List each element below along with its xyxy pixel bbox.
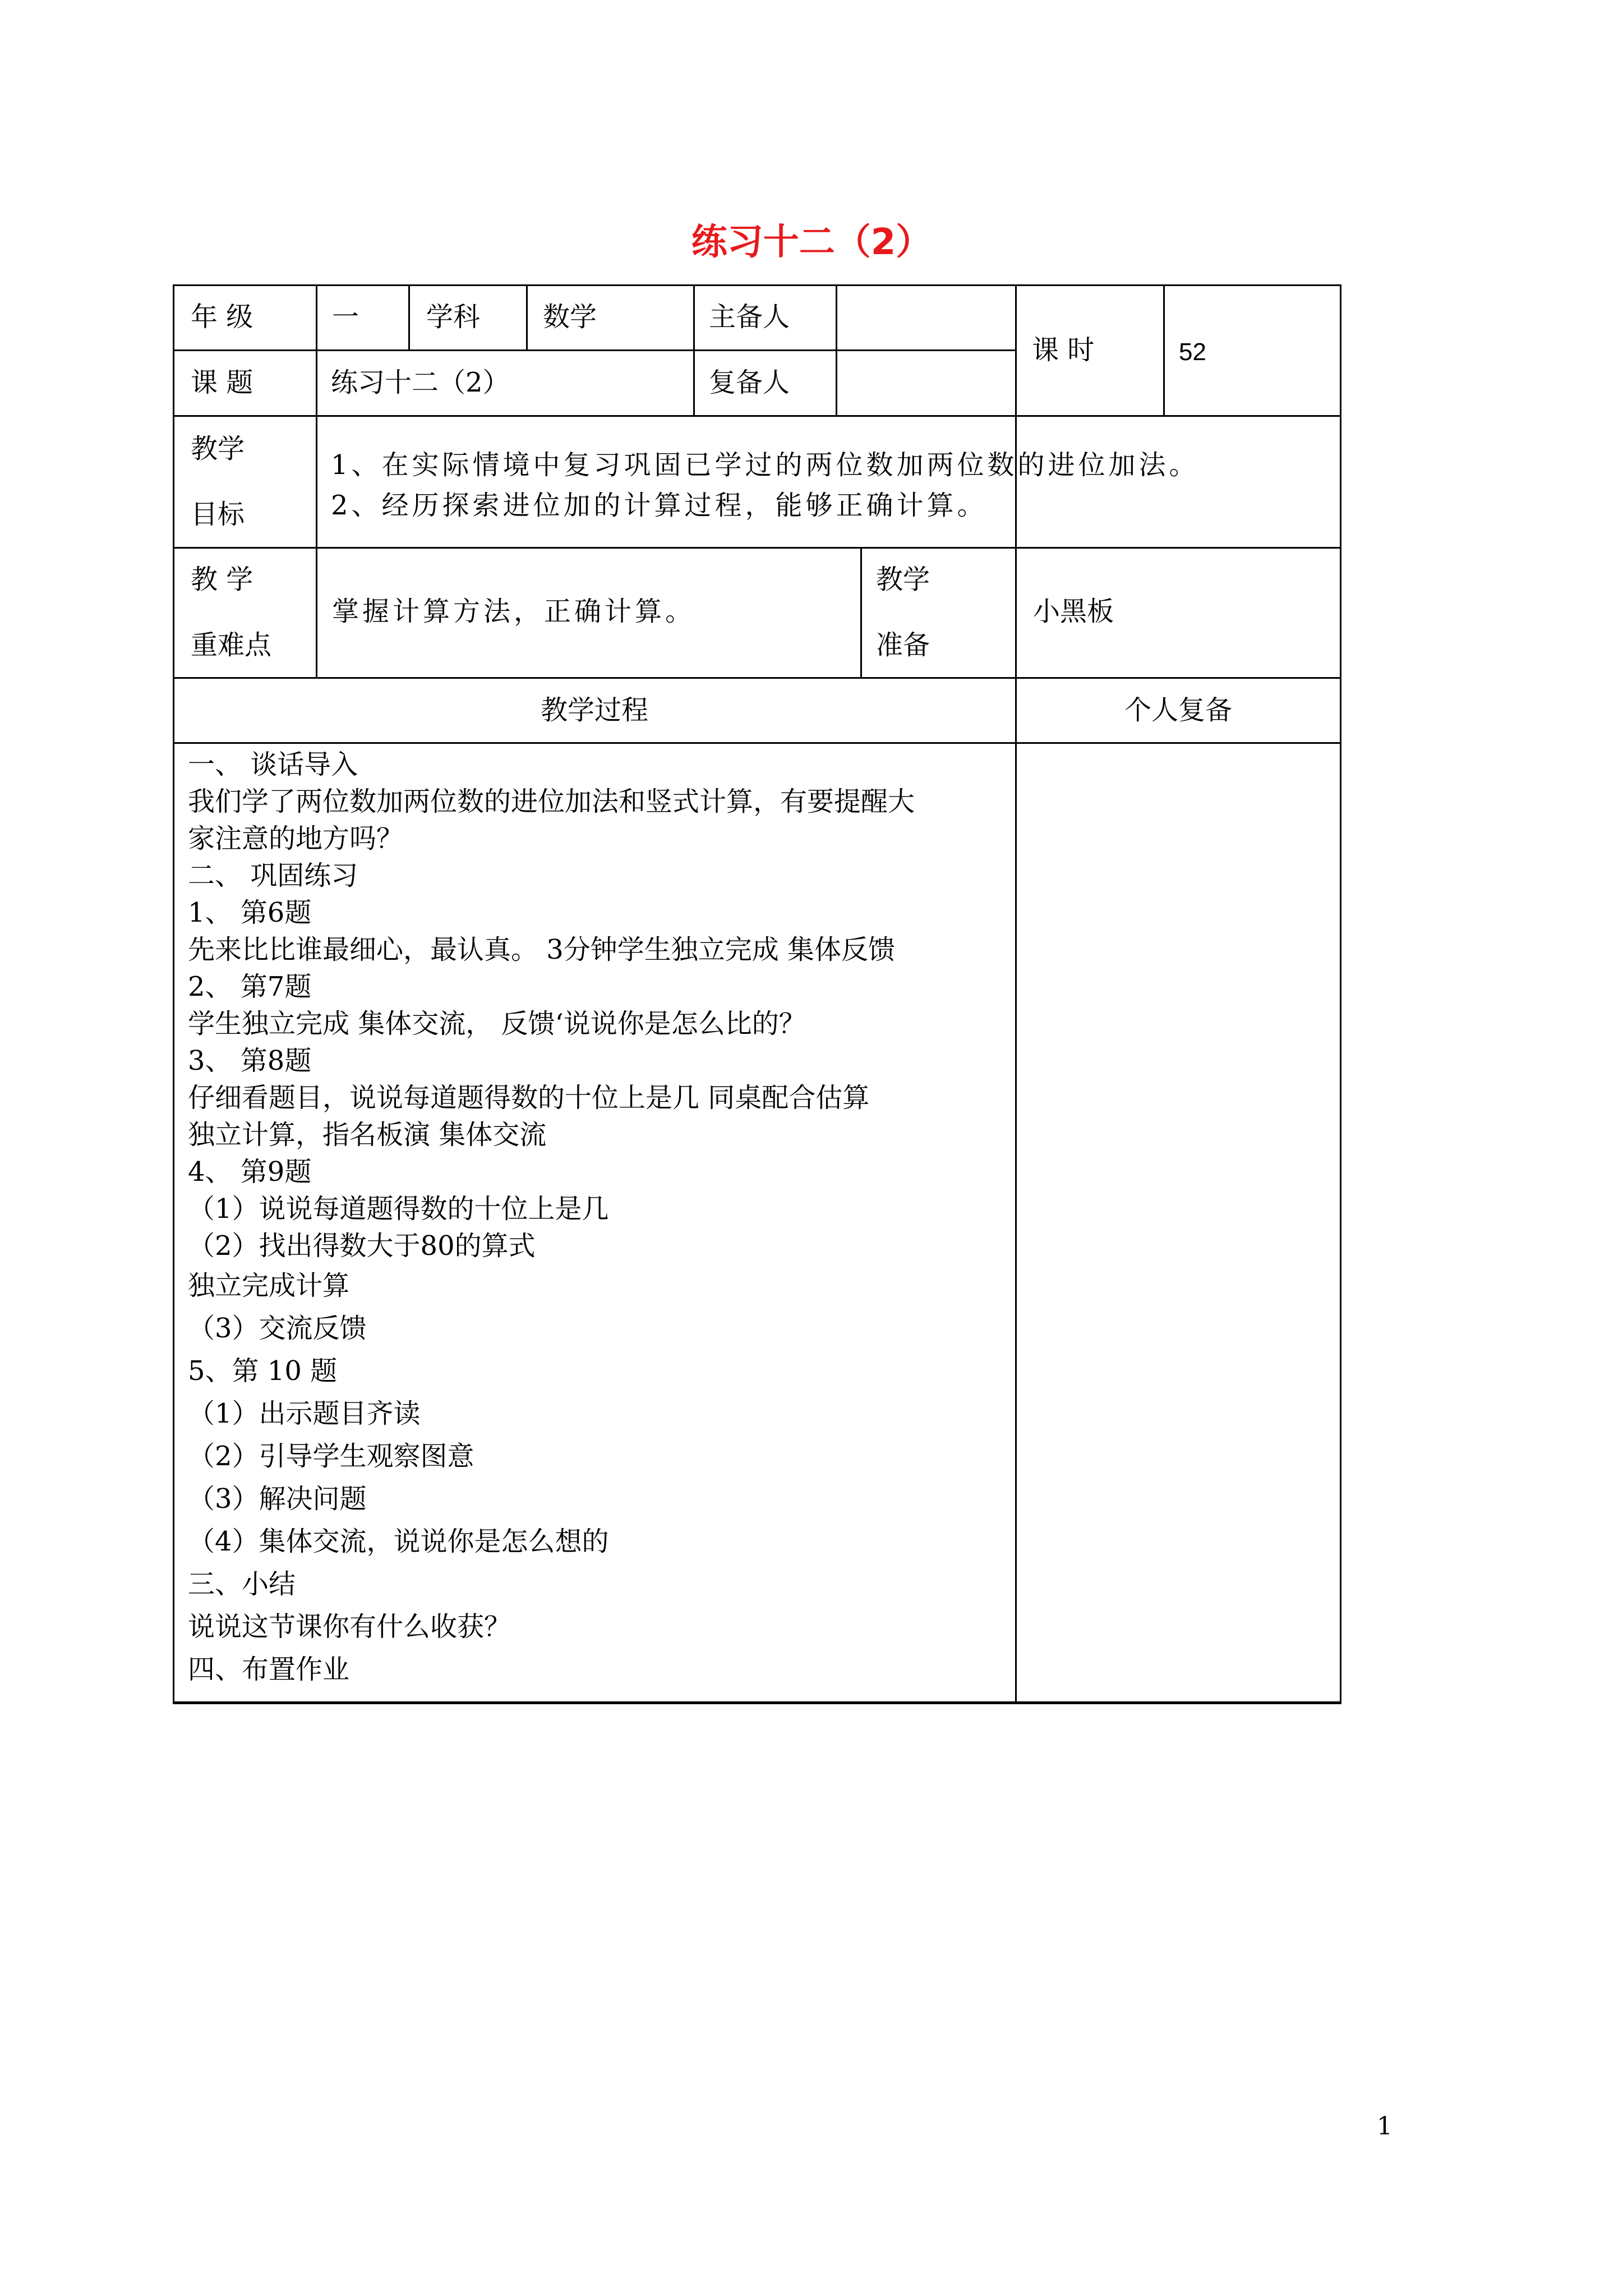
keypoints-label-line1: 教 学 bbox=[191, 564, 253, 595]
process-line: （2）引导学生观察图意 bbox=[188, 1441, 474, 1472]
topic-value: 练习十二（2） bbox=[331, 367, 510, 398]
table-divider bbox=[836, 284, 837, 416]
co-preparer-label: 复备人 bbox=[709, 367, 790, 398]
table-divider bbox=[173, 677, 1341, 679]
goal-item: 2、经历探索进位加的计算过程，能够正确计算。 bbox=[331, 490, 988, 521]
process-line: 二、 巩固练习 bbox=[188, 860, 358, 891]
process-line: （3）解决问题 bbox=[188, 1483, 367, 1515]
process-line: 4、 第9题 bbox=[188, 1156, 312, 1188]
table-divider bbox=[173, 547, 1341, 549]
page-title: 练习十二（2） bbox=[691, 222, 932, 263]
table-divider bbox=[173, 742, 1341, 744]
subject-value: 数学 bbox=[543, 301, 597, 333]
process-line: 四、布置作业 bbox=[188, 1654, 350, 1685]
table-divider bbox=[1163, 284, 1165, 416]
grade-value: 一 bbox=[332, 301, 359, 333]
table-border-top bbox=[173, 284, 1341, 286]
grade-label: 年 级 bbox=[191, 301, 253, 333]
table-divider bbox=[408, 284, 410, 351]
process-line: （1）说说每道题得数的十位上是几 bbox=[188, 1193, 609, 1225]
personal-review-header: 个人复备 bbox=[1124, 694, 1232, 726]
prep-value: 小黑板 bbox=[1033, 596, 1114, 627]
lesson-time-label: 课 时 bbox=[1032, 334, 1095, 366]
goals-label-line1: 教学 bbox=[191, 433, 245, 464]
process-line: 1、 第6题 bbox=[188, 897, 312, 928]
table-border-right bbox=[1340, 284, 1341, 1704]
process-line: （3）交流反馈 bbox=[188, 1313, 367, 1344]
process-line: 仔细看题目，说说每道题得数的十位上是几 同桌配合估算 bbox=[188, 1082, 870, 1114]
process-line: （2）找出得数大于80的算式 bbox=[188, 1230, 536, 1262]
process-line: 我们学了两位数加两位数的进位加法和竖式计算，有要提醒大 bbox=[188, 786, 915, 817]
table-divider bbox=[526, 284, 528, 351]
process-line: 家注意的地方吗？ bbox=[188, 823, 404, 854]
process-line: 5、第 10 题 bbox=[188, 1355, 338, 1387]
subject-label: 学科 bbox=[426, 301, 481, 333]
page-number: 1 bbox=[1377, 2112, 1393, 2141]
process-header: 教学过程 bbox=[540, 694, 648, 726]
table-divider bbox=[1015, 284, 1017, 1704]
process-line: 三、小结 bbox=[188, 1568, 296, 1600]
process-line: 独立完成计算 bbox=[188, 1270, 350, 1301]
process-line: 2、 第7题 bbox=[188, 971, 312, 1002]
prep-label-line2: 准备 bbox=[876, 629, 930, 661]
process-line: （4）集体交流，说说你是怎么想的 bbox=[188, 1526, 609, 1557]
process-body bbox=[188, 746, 1007, 1691]
table-divider bbox=[693, 284, 695, 416]
process-line: 先来比比谁最细心，最认真。 3分钟学生独立完成 集体反馈 bbox=[188, 934, 896, 965]
process-line: 学生独立完成 集体交流， 反馈‘说说你是怎么比的？ bbox=[188, 1008, 806, 1039]
table-border-bottom bbox=[173, 1701, 1341, 1704]
keypoints-label-line2: 重难点 bbox=[191, 629, 272, 661]
table-divider bbox=[860, 547, 862, 678]
process-line: （1）出示题目齐读 bbox=[188, 1398, 421, 1429]
process-line: 独立计算，指名板演 集体交流 bbox=[188, 1119, 547, 1151]
process-line: 3、 第8题 bbox=[188, 1045, 312, 1076]
table-divider bbox=[173, 415, 1341, 417]
table-border-left bbox=[173, 284, 174, 1704]
goal-item: 1、在实际情境中复习巩固已学过的两位数加两位数的进位加法。 bbox=[331, 449, 1200, 481]
goals-label-line2: 目标 bbox=[191, 499, 245, 530]
topic-label: 课 题 bbox=[191, 367, 253, 398]
table-divider bbox=[316, 284, 317, 677]
process-line: 一、 谈话导入 bbox=[188, 749, 358, 780]
table-divider bbox=[173, 349, 1015, 351]
process-line: 说说这节课你有什么收获？ bbox=[188, 1611, 511, 1642]
main-preparer-label: 主备人 bbox=[709, 301, 790, 333]
prep-label-line1: 教学 bbox=[876, 564, 930, 595]
lesson-time-value: 52 bbox=[1179, 338, 1206, 366]
keypoints-value: 掌握计算方法，正确计算。 bbox=[332, 596, 696, 627]
